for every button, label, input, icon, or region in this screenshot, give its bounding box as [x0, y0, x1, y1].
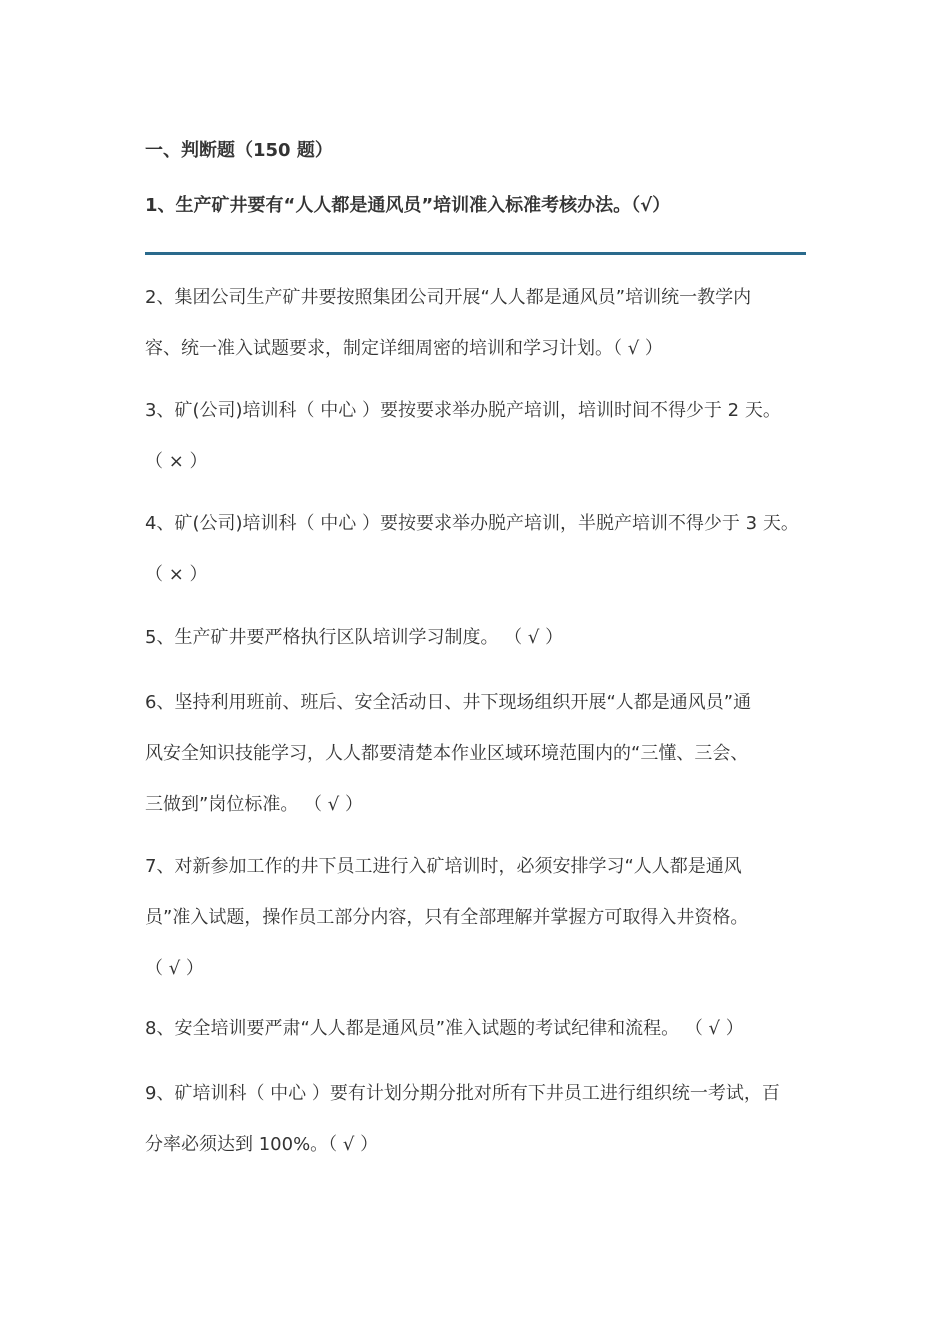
- question-line: 三做到”岗位标准。 （ √ ）: [145, 794, 363, 815]
- question-9: [145, 1068, 813, 1170]
- question-line: 8、安全培训要严肃“人人都是通风员”准入试题的考试纪律和流程。 （ √ ）: [145, 1018, 744, 1039]
- question-4: [145, 498, 813, 600]
- question-line: （ √ ）: [145, 958, 204, 979]
- question-2: [145, 272, 813, 374]
- question-line: 容、统一准入试题要求，制定详细周密的培训和学习计划。（ √ ）: [145, 338, 663, 359]
- question-line: 9、矿培训科（ 中心 ）要有计划分期分批对所有下井员工进行组织统一考试，百: [145, 1083, 780, 1104]
- question-line: 5、生产矿井要严格执行区队培训学习制度。 （ √ ）: [145, 627, 564, 648]
- question-line: 3、矿(公司)培训科（ 中心 ）要按要求举办脱产培训，培训时间不得少于 2 天。: [145, 400, 781, 421]
- question-line: 风安全知识技能学习，人人都要清楚本作业区域环境范围内的“三懂、三会、: [145, 743, 749, 764]
- question-1: [145, 193, 670, 219]
- question-line: 2、集团公司生产矿井要按照集团公司开展“人人都是通风员”培训统一教学内: [145, 287, 752, 308]
- divider-line: [145, 252, 806, 255]
- question-6: [145, 677, 813, 830]
- question-line: 员”准入试题，操作员工部分内容，只有全部理解并掌握方可取得入井资格。: [145, 907, 749, 928]
- question-7: [145, 841, 813, 994]
- section-title: 一、判断题（150 题）: [145, 140, 333, 161]
- question-line: 7、对新参加工作的井下员工进行入矿培训时，必须安排学习“人人都是通风: [145, 856, 742, 877]
- question-8: [145, 1003, 813, 1054]
- question-3: [145, 385, 813, 487]
- question-line: 分率必须达到 100%。（ √ ）: [145, 1134, 379, 1155]
- question-line: 4、矿(公司)培训科（ 中心 ）要按要求举办脱产培训，半脱产培训不得少于 3 天。: [145, 513, 799, 534]
- question-line: （ × ）: [145, 564, 208, 585]
- question-5: [145, 612, 813, 663]
- question-line: 6、坚持利用班前、班后、安全活动日、井下现场组织开展“人都是通风员”通: [145, 692, 752, 713]
- question-line: （ × ）: [145, 451, 208, 472]
- question-line: 1、生产矿井要有“人人都是通风员”培训准入标准考核办法。（√）: [145, 195, 671, 216]
